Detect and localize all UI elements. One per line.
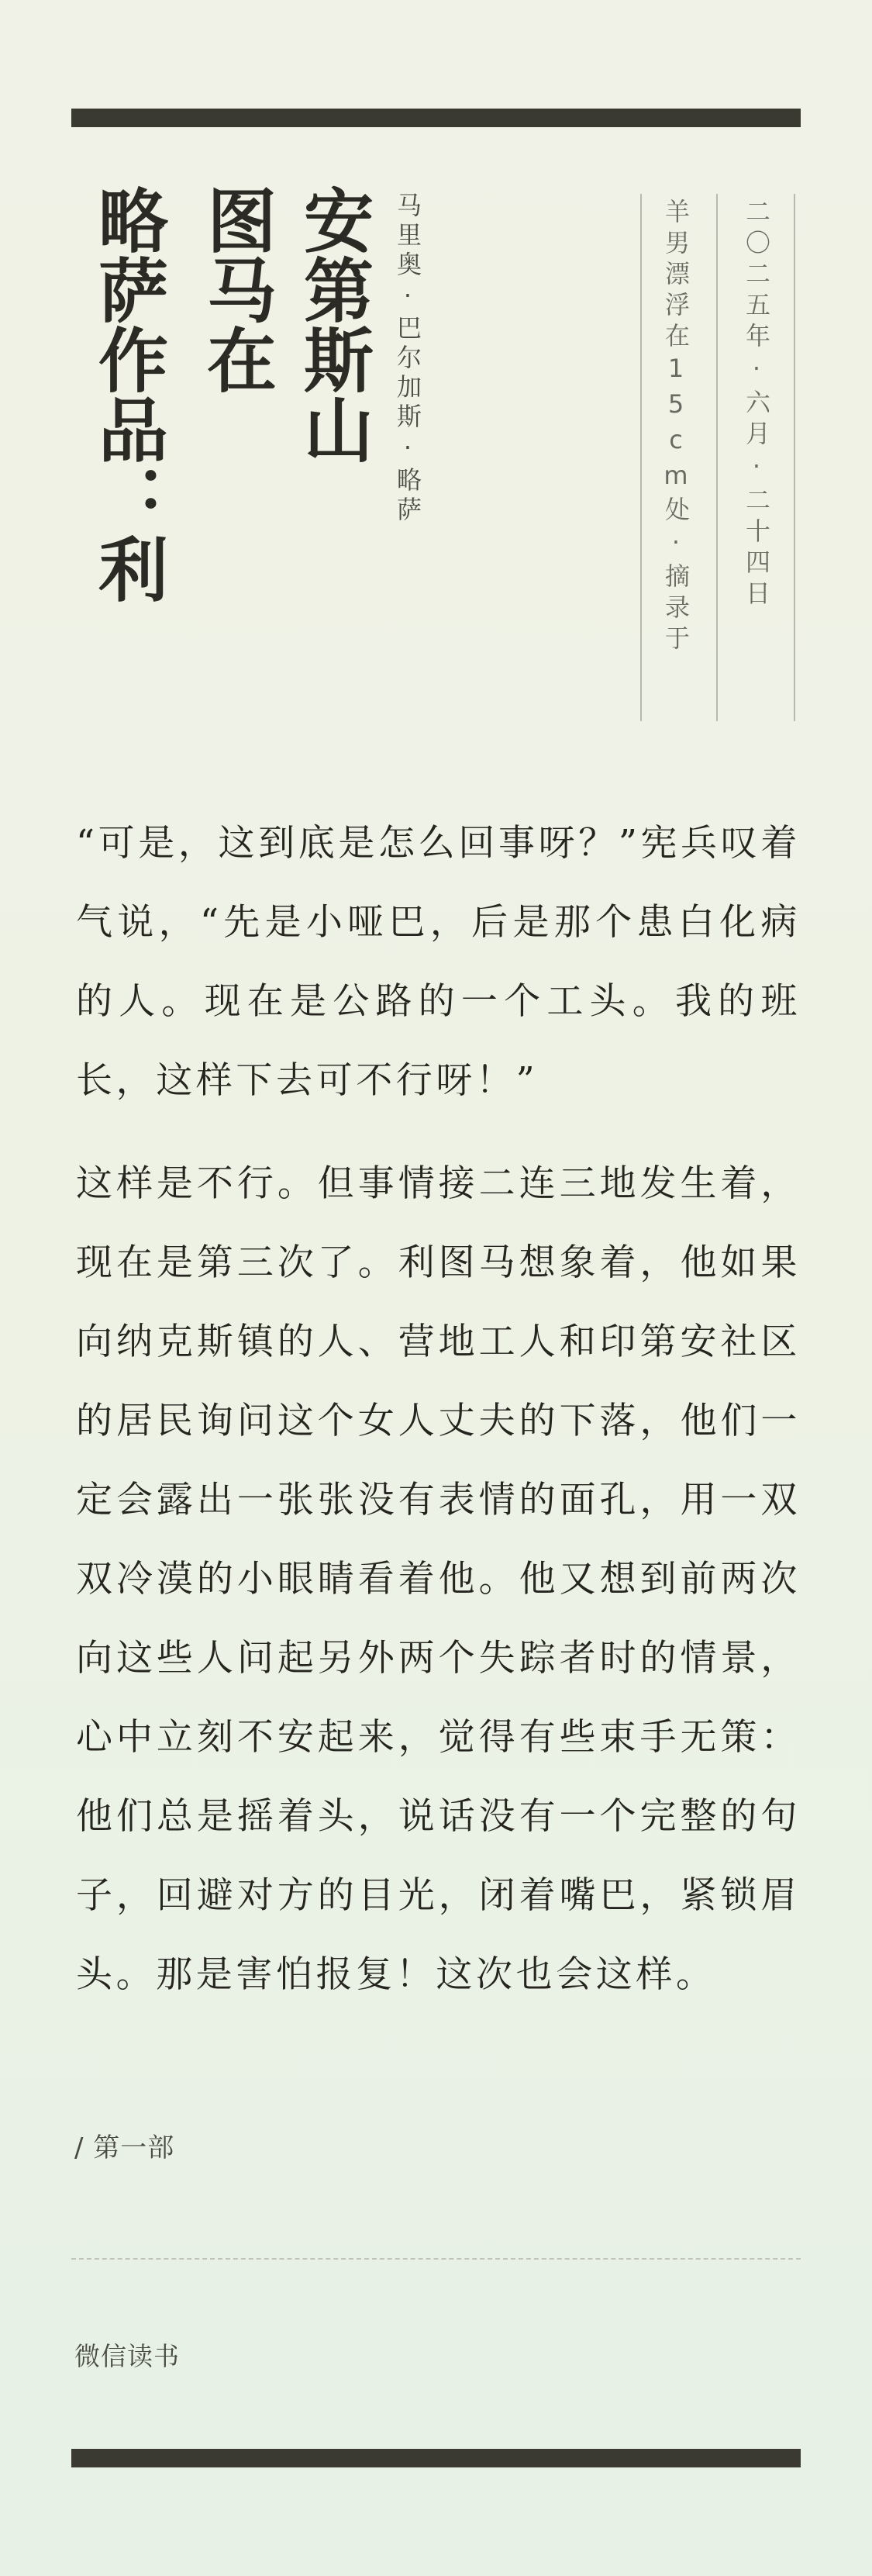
vertical-divider	[794, 194, 795, 721]
body-paragraph-2: 这样是不行。但事情接二连三地发生着，现在是第三次了。利图马想象着，他如果向纳克斯镇的人、营地工人和印第安社区的居民询问这个女人丈夫的下落，他们一定会露出一张张没有表情的面孔，用一双双冷漠的小眼睛看着他。他又想到前两次向这些人问起另外两个失踪者时的情景，心中立刻不安起来，觉得有些束手无策：他们总是摇着头，说话没有一个完整的句子，回避对方的目光，闭着嘴巴，紧锁眉头。那是害怕报复！这次也会这样。	[76, 1162, 801, 1996]
top-decorative-bar	[71, 109, 801, 127]
brand-label: 微信读书	[74, 2341, 180, 2371]
dashed-divider	[71, 2258, 801, 2260]
bottom-decorative-bar	[71, 2449, 801, 2467]
vertical-divider	[640, 194, 642, 721]
author-name: 马里奥·巴尔加斯·略萨	[393, 192, 422, 526]
chapter-label: / 第一部	[74, 2132, 175, 2163]
body-paragraph-1: “可是，这到底是怎么回事呀？”宪兵叹着气说，“先是小哑巴，后是那个患白化病的人。现在是公路的一个工头。我的班长，这样下去可不行呀！”	[76, 822, 801, 1102]
vertical-divider	[716, 194, 718, 721]
book-title-column-2: 图马在	[195, 185, 277, 394]
excerpt-date: 二〇二五年·六月·二十四日	[742, 199, 771, 611]
book-title-column-3: 略萨作品：利	[86, 185, 168, 603]
book-title-column-1: 安第斯山	[291, 185, 374, 464]
excerpt-source: 羊男漂浮在15cm处·摘录于	[661, 199, 691, 656]
